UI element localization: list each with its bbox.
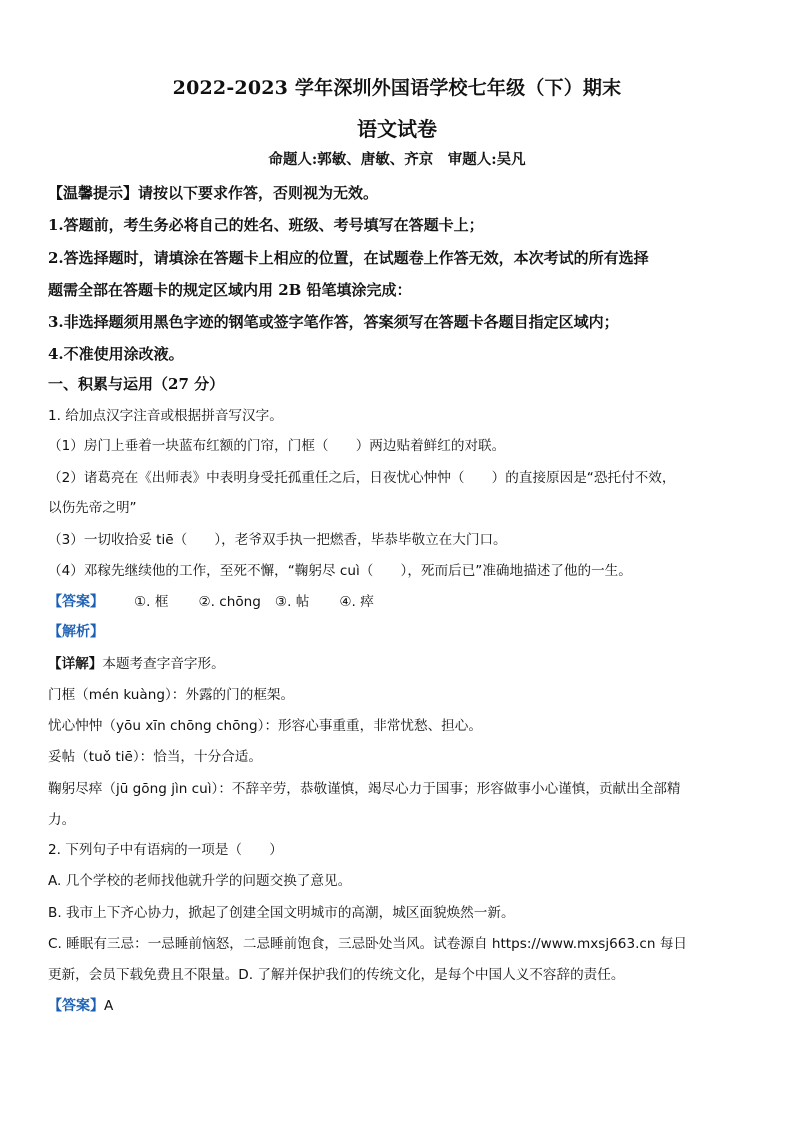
notice-intro-line [48,182,378,203]
answer-item: ②. chōng [198,594,261,610]
q2-option-a: A. 几个学校的老师找他就升学的问题交换了意见。 [48,873,352,889]
explanation-1: 门框（mén kuàng）：外露的门的框架。 [48,687,295,703]
q1-sentence-2a: （2）诸葛亮在《出师表》中表明身受托孤重任之后，日夜忧心忡忡（ ）的直接原因是“恐托付不效， [48,470,676,486]
q2-answer-line [48,995,113,1015]
document-authors: 命题人:郭敏、唐敏、齐京 审题人:吴凡 [268,151,526,168]
q1-sentence-1: （1）房门上垂着一块蓝布红额的门帘，门框（ ）两边贴着鲜红的对联。 [48,438,506,454]
analysis-label: 【解析】 [48,624,104,640]
answer-item: ①. 框 [134,594,169,610]
explanation-3: 妥帖（tuǒ tiē）：恰当，十分合适。 [48,749,262,765]
answer-label: 【答案】 [48,998,104,1014]
notice-label: 【温馨提示】 [48,184,139,202]
answer-item: ③. 帖 [274,594,310,610]
explanation-2: 忧心忡忡（yōu xīn chōng chōng）：形容心事重重，非常忧愁、担心。 [48,718,482,734]
notice-item-1: 1.答题前，考生务必将自己的姓名、班级、考号填写在答题卡上； [48,216,484,234]
detail-line [48,652,225,672]
answer-item: ④. 瘁 [339,594,374,610]
detail-label: 【详解】 [48,656,103,672]
detail-intro: 本题考查字音字形。 [102,656,225,672]
notice-item-4: 4.不准使用涂改液。 [48,345,184,363]
notice-intro: 请按以下要求作答，否则视为无效。 [138,184,379,202]
q2-option-c-line1: C. 睡眠有三忌：一忌睡前恼怒，二忌睡前饱食，三忌卧处当风。试卷源自 https://www.mxsj663.cn 每日 [48,936,688,952]
q1-sentence-3: （3）一切收拾妥 tiē（ ），老爷双手执一把燃香，毕恭毕敬立在大门口。 [48,532,507,548]
q1-sentence-2b: 以伤先帝之明” [48,500,137,516]
explanation-4a: 鞠躬尽瘁（jū gōng jìn cuì）：不辞辛劳，恭敬谨慎，竭尽心力于国事；形容做事小心谨慎，贡献出全部精 [48,781,681,797]
q2-option-c-line2: 更新，会员下载免费且不限量。D. 了解并保护我们的传统文化，是每个中国人义不容辞的责任。 [48,967,625,983]
notice-item-3: 3.非选择题须用黑色字迹的钢笔或签字笔作答，答案须写在答题卡各题目指定区域内； [48,313,619,331]
explanation-4b: 力。 [48,812,76,828]
q1-sentence-4: （4）邓稼先继续他的工作，至死不懈，“鞠躬尽 cuì（ ），死而后已”准确地描述了他的一生。 [48,563,632,579]
q2-answer: A [104,998,114,1014]
notice-item-2b: 题需全部在答题卡的规定区域内用 2B 铅笔填涂完成： [48,281,412,299]
q1-answer-line [48,590,374,611]
q1-stem: 1. 给加点汉字注音或根据拼音写汉字。 [48,408,283,424]
q2-stem: 2. 下列句子中有语病的一项是（ ） [48,842,283,858]
answer-label: 【答案】 [48,594,104,610]
document-subtitle: 语文试卷 [357,117,437,141]
q2-option-b: B. 我市上下齐心协力，掀起了创建全国文明城市的高潮，城区面貌焕然一新。 [48,905,515,921]
notice-item-2a: 2.答选择题时，请填涂在答题卡上相应的位置，在试题卷上作答无效，本次考试的所有选择 [48,249,649,267]
section-heading: 一、积累与运用（27 分） [48,375,225,393]
document-title: 2022-2023 学年深圳外国语学校七年级（下）期末 [172,77,622,99]
